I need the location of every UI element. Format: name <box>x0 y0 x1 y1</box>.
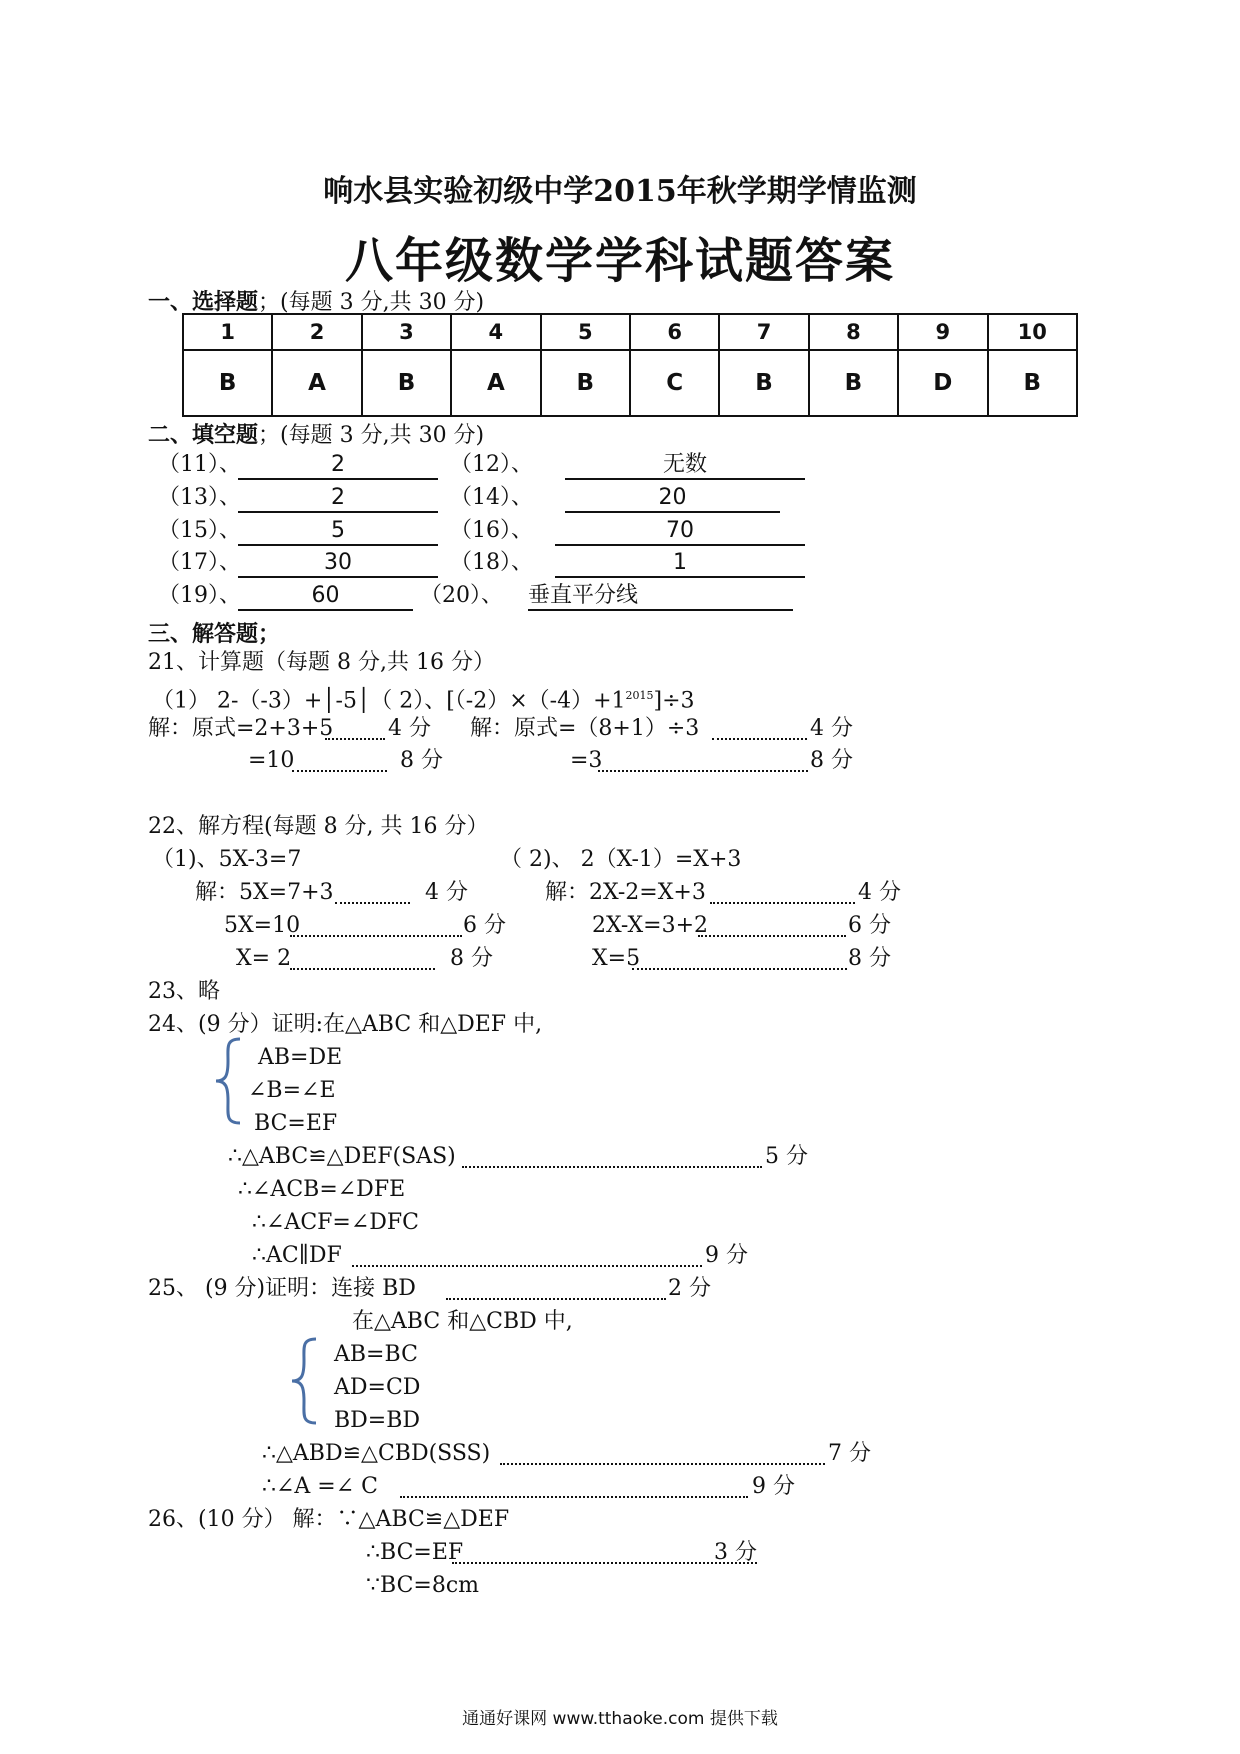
choice-answer: A <box>451 350 540 416</box>
fill-label: （13）、 <box>158 485 241 510</box>
question-number: 10 <box>988 314 1077 350</box>
dotted-leader <box>292 748 387 772</box>
fill-label: （16）、 <box>450 518 533 543</box>
dotted-leader <box>710 880 855 904</box>
fill-label: （18）、 <box>450 550 533 575</box>
table-row <box>183 314 1077 350</box>
score: 5 分 <box>765 1144 808 1169</box>
fill-answer: 30 <box>238 550 438 578</box>
score: 6 分 <box>463 913 506 938</box>
dotted-leader <box>698 913 846 937</box>
q24-step: ∴AC∥DF <box>252 1243 342 1268</box>
dotted-leader <box>632 946 847 970</box>
q24-title: 24、(9 分）证明:在△ABC 和△DEF 中, <box>148 1012 543 1037</box>
section1-heading: 一、选择题；(每题 3 分,共 30 分) <box>148 289 485 315</box>
dotted-leader <box>446 1276 666 1300</box>
answer-title: 八年级数学学科试题答案 <box>344 233 895 289</box>
dotted-leader <box>290 913 462 937</box>
choice-answer: B <box>988 350 1077 416</box>
fill-label: （17）、 <box>158 550 241 575</box>
score: 9 分 <box>752 1474 795 1499</box>
score: 4 分 <box>810 716 853 741</box>
question-number: 1 <box>183 314 272 350</box>
score: 4 分 <box>425 880 468 905</box>
curly-brace-icon <box>288 1335 320 1427</box>
q23: 23、略 <box>148 979 220 1004</box>
fill-answer: 2 <box>238 452 438 480</box>
q26-step: ∵BC=8cm <box>366 1573 480 1598</box>
fill-label: （11）、 <box>158 452 241 477</box>
score: 6 分 <box>848 913 891 938</box>
q22-line: 2X-X=3+2 <box>592 913 709 938</box>
q25-condition: BD=BD <box>334 1408 421 1433</box>
q25-step: ∴△ABD≌△CBD(SSS) <box>262 1441 491 1466</box>
question-number: 8 <box>809 314 898 350</box>
score: 3 分 <box>714 1540 757 1565</box>
fill-answer: 20 <box>565 485 780 513</box>
q21-line: =3 <box>570 748 603 773</box>
q24-condition: ∠B=∠E <box>248 1078 336 1103</box>
question-number: 2 <box>272 314 361 350</box>
fill-label: （19）、 <box>158 583 241 608</box>
q22-line: 解：2X-2=X+3 <box>545 880 706 905</box>
question-number: 5 <box>541 314 630 350</box>
choice-answer: A <box>272 350 361 416</box>
section2-heading: 二、填空题；(每题 3 分,共 30 分) <box>148 422 485 448</box>
choice-answer: C <box>630 350 719 416</box>
footer-download-credit: 通通好课网 www.tthaoke.com 提供下载 <box>462 1709 778 1729</box>
q21-title: 21、计算题（每题 8 分,共 16 分） <box>148 650 495 675</box>
q22-title: 22、解方程(每题 8 分, 共 16 分） <box>148 814 489 839</box>
fill-answer: 60 <box>238 583 413 611</box>
q25-condition: AD=CD <box>334 1375 421 1400</box>
q22-problem: （1)、5X-3=7 <box>152 847 302 872</box>
q24-step: ∴△ABC≌△DEF(SAS) <box>228 1144 456 1169</box>
q22-line: X= 2 <box>236 946 292 971</box>
fill-answer: 无数 <box>565 452 805 480</box>
score: 4 分 <box>388 716 431 741</box>
choice-answer: B <box>719 350 808 416</box>
choice-answer: B <box>541 350 630 416</box>
q24-step: ∴∠ACF=∠DFC <box>252 1210 420 1235</box>
question-number: 9 <box>898 314 987 350</box>
score: 8 分 <box>848 946 891 971</box>
dotted-leader <box>712 716 807 740</box>
exponent: 2015 <box>625 689 654 702</box>
dotted-leader <box>290 946 435 970</box>
q24-condition: BC=EF <box>254 1111 338 1136</box>
q22-problem: （ 2)、 2（X-1）=X+3 <box>500 847 742 872</box>
exam-title: 响水县实验初级中学2015年秋学期学情监测 <box>323 174 917 209</box>
fill-answer: 垂直平分线 <box>528 583 793 611</box>
q21-line: 解：原式=2+3+5 <box>148 716 334 741</box>
fill-answer: 5 <box>238 518 438 546</box>
score: 8 分 <box>400 748 443 773</box>
q21-line: 解：原式=（8+1）÷3 <box>470 716 700 741</box>
q24-step: ∴∠ACB=∠DFE <box>238 1177 406 1202</box>
fill-answer: 2 <box>238 485 438 513</box>
dotted-leader <box>452 1540 757 1564</box>
fill-label: （14）、 <box>450 485 533 510</box>
score: 2 分 <box>668 1276 711 1301</box>
section3-heading: 三、解答题； <box>148 621 281 647</box>
q22-line: 5X=10 <box>224 913 301 938</box>
choice-answer: B <box>362 350 451 416</box>
fill-label: （15）、 <box>158 518 241 543</box>
fill-label: （12）、 <box>450 452 533 477</box>
q25-step: ∴∠A =∠ C <box>262 1474 379 1499</box>
dotted-leader <box>335 880 410 904</box>
q22-line: 解：5X=7+3 <box>195 880 334 905</box>
dotted-leader <box>400 1474 748 1498</box>
q25-line: 在△ABC 和△CBD 中, <box>352 1309 573 1334</box>
score: 9 分 <box>705 1243 748 1268</box>
dotted-leader <box>598 748 808 772</box>
fill-label: （20）、 <box>420 583 503 608</box>
question-number: 3 <box>362 314 451 350</box>
score: 8 分 <box>810 748 853 773</box>
question-number: 6 <box>630 314 719 350</box>
dotted-leader <box>325 716 385 740</box>
question-number: 7 <box>719 314 808 350</box>
dotted-leader <box>352 1243 702 1267</box>
table-row <box>183 350 1077 416</box>
dotted-leader <box>462 1144 762 1168</box>
score: 7 分 <box>828 1441 871 1466</box>
multiple-choice-answer-table <box>182 313 1078 417</box>
q25-title: 25、 (9 分)证明：连接 BD <box>148 1276 416 1301</box>
dotted-leader <box>500 1441 825 1465</box>
fill-answer: 1 <box>555 550 805 578</box>
score: 4 分 <box>858 880 901 905</box>
q26-title: 26、(10 分） 解：∵△ABC≌△DEF <box>148 1507 510 1532</box>
curly-brace-icon <box>212 1035 244 1127</box>
q21-problems: （1） 2-（-3）+│-5│（ 2）、$[(-2)\times(-4)+1^{2015}]\div 3$ <box>152 688 695 714</box>
score: 8 分 <box>450 946 493 971</box>
q26-step: ∴BC=EF <box>366 1540 464 1565</box>
q21-line: =10 <box>248 748 295 773</box>
q22-line: X=5 <box>592 946 641 971</box>
choice-answer: D <box>898 350 987 416</box>
question-number: 4 <box>451 314 540 350</box>
fill-answer: 70 <box>555 518 805 546</box>
choice-answer: B <box>809 350 898 416</box>
q24-condition: AB=DE <box>258 1045 343 1070</box>
q25-condition: AB=BC <box>334 1342 418 1367</box>
choice-answer: B <box>183 350 272 416</box>
